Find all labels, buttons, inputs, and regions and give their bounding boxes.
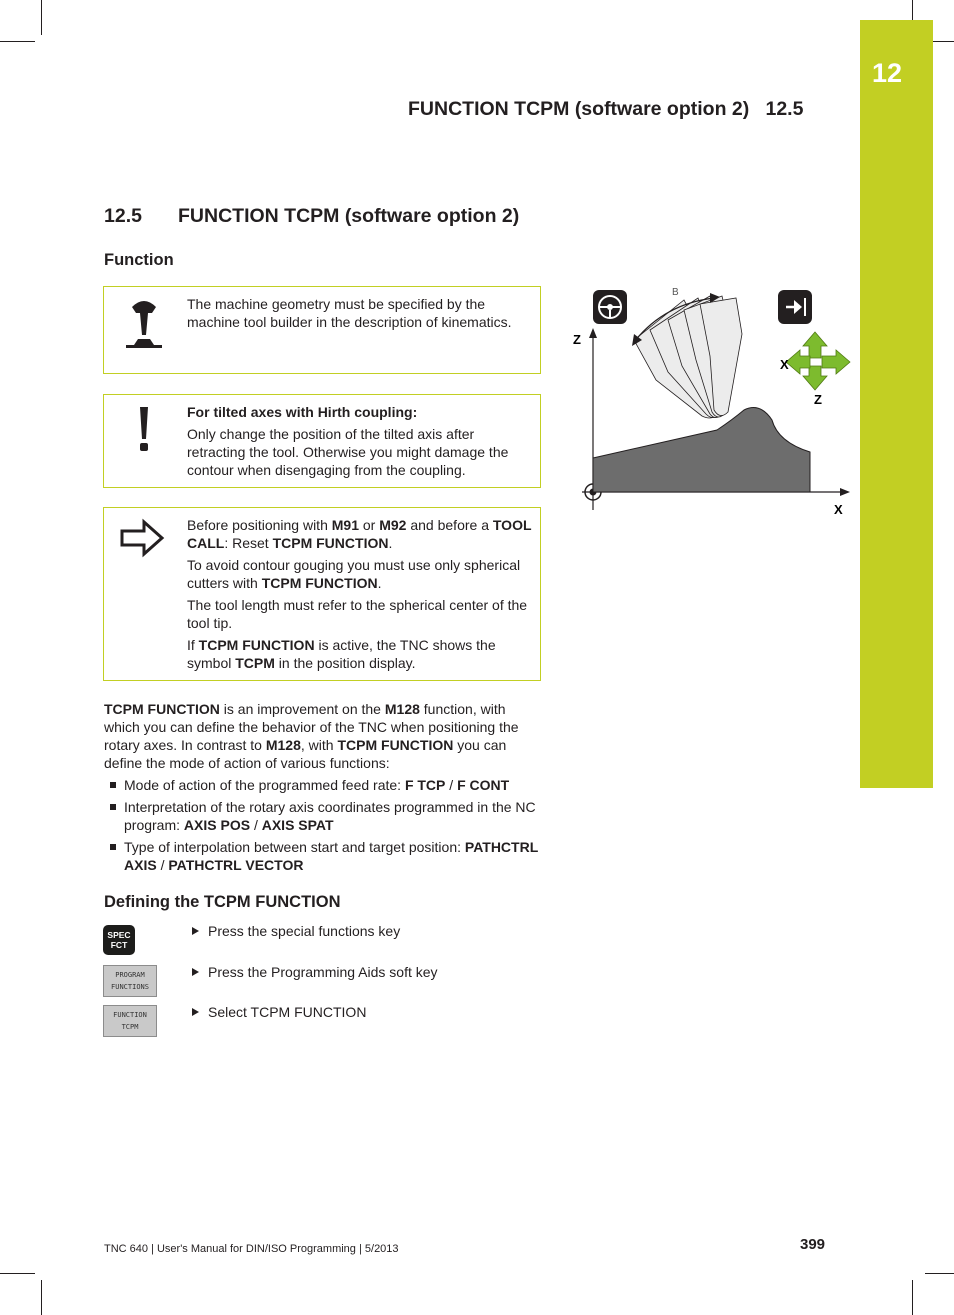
intro-paragraph: TCPM FUNCTION is an improvement on the M128 function, with which you can define the behavior of the TNC when positioning the rotary axes. In contrast to M128, with TCPM FUNCTION you can define the mode of action of various functions: — [104, 701, 519, 771]
heading-defining: Defining the TCPM FUNCTION — [104, 893, 341, 911]
function-list — [104, 776, 544, 878]
chapter-tab — [860, 20, 933, 788]
x-axis-arrow — [840, 488, 850, 496]
note-warning — [103, 394, 541, 488]
note-tips — [103, 507, 541, 681]
step-arrow-icon — [192, 968, 199, 976]
function-tcpm-softkey[interactable]: FUNCTION TCPM — [103, 1005, 157, 1037]
machine-tool-icon — [124, 295, 164, 355]
section-number: 12.5 — [104, 205, 142, 227]
note3-p3: The tool length must refer to the spherical center of the tool tip. — [187, 597, 528, 631]
z-axis-arrow — [589, 328, 597, 338]
tcpm-figure — [572, 280, 862, 520]
note3-content — [187, 516, 532, 676]
spec-fct-key[interactable]: SPEC FCT — [103, 925, 135, 955]
crop-mark — [41, 1280, 42, 1315]
heading-function: Function — [104, 251, 174, 269]
section-heading — [104, 205, 519, 228]
list-item: Type of interpolation between start and target position: PATHCTRL AXIS / PATHCTRL VECTOR — [104, 838, 544, 874]
step-2: Press the Programming Aids soft key — [192, 964, 438, 980]
list-item: Mode of action of the programmed feed rate: F TCP / F CONT — [104, 776, 544, 794]
move-arrows-icon — [786, 332, 850, 390]
step-arrow-icon — [192, 927, 199, 935]
note-machine-info — [103, 286, 541, 374]
crop-mark — [925, 1273, 954, 1274]
label-b: B — [672, 287, 679, 298]
label-z: Z — [573, 332, 581, 347]
crop-mark — [0, 41, 35, 42]
running-head: FUNCTION TCPM (software option 2) 12.5 — [408, 98, 804, 120]
list-item: Interpretation of the rotary axis coordinates programmed in the NC program: AXIS POS / AXIS SPAT — [104, 798, 544, 834]
crop-mark — [41, 0, 42, 35]
step-3: Select TCPM FUNCTION — [192, 1004, 366, 1020]
workpiece — [593, 408, 810, 492]
note3-p1: Before positioning with M91 or M92 and before a TOOL CALL: Reset TCPM FUNCTION. — [187, 517, 532, 551]
note2-content — [187, 403, 532, 483]
page-number: 399 — [800, 1236, 826, 1253]
crop-mark — [912, 0, 913, 20]
note3-p2: To avoid contour gouging you must use only spherical cutters with TCPM FUNCTION. — [187, 557, 521, 591]
footer: TNC 640 | User's Manual for DIN/ISO Programming | 5/2013 — [104, 1243, 399, 1255]
section-title: FUNCTION TCPM (software option 2) — [178, 205, 520, 227]
tool-positions — [634, 296, 742, 418]
crop-mark — [933, 41, 954, 42]
exclamation-icon — [134, 405, 154, 455]
step-1: Press the special functions key — [192, 923, 400, 939]
crop-mark — [912, 1280, 913, 1315]
arrow-right-icon — [120, 518, 166, 558]
note2-title: For tilted axes with Hirth coupling: — [187, 404, 418, 420]
step-arrow-icon — [192, 1008, 199, 1016]
note3-p4: If TCPM FUNCTION is active, the TNC shows the symbol TCPM in the position display. — [187, 637, 496, 671]
label-z2: Z — [814, 392, 822, 407]
note1-text: The machine geometry must be specified by the machine tool builder in the description of kinematics. — [187, 296, 512, 330]
label-x2: X — [780, 357, 789, 372]
label-x: X — [834, 502, 843, 517]
chapter-tab-number: 12 — [871, 58, 903, 88]
note2-text: Only change the position of the tilted axis after retracting the tool. Otherwise you might damage the contour when disengaging from the coupling. — [187, 426, 509, 478]
program-functions-softkey[interactable]: PROGRAM FUNCTIONS — [103, 965, 157, 997]
crop-mark — [0, 1273, 35, 1274]
